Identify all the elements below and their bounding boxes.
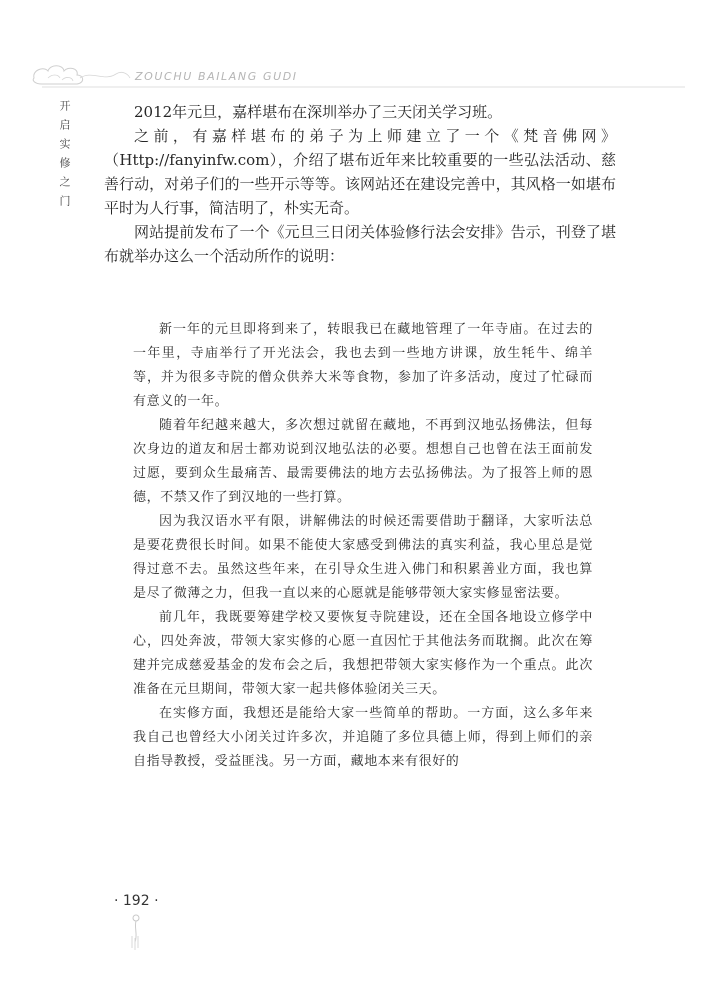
quote-paragraph: 前几年，我既要筹建学校又要恢复寺院建设，还在全国各地设立修学中心，四处奔波，带领大家实修的心愿一直因忙于其他法务而耽搁。此次在筹建并完成慈爱基金的发布会之后，我想把带领大家实修作为一个重点。此次准备在元旦期间，带领大家一起共修体验闭关三天。	[133, 610, 593, 697]
quoted-statement	[133, 318, 593, 774]
cloud-ornament-icon	[30, 56, 690, 92]
paragraph: 2012年元旦，嘉样堪布在深圳举办了三天闭关学习班。	[134, 103, 503, 121]
quote-paragraph: 在实修方面，我想还是能给大家一些简单的帮助。一方面，这么多年来我自己也曾经大小闭关过许多次，并追随了多位具德上师，得到上师们的亲自指导教授，受益匪浅。另一方面，藏地本来有很好的	[133, 706, 593, 769]
quote-paragraph: 新一年的元旦即将到来了，转眼我已在藏地管理了一年寺庙。在过去的一年里，寺庙举行了开光法会，我也去到一些地方讲课，放生牦牛、绵羊等，并为很多寺院的僧众供养大米等食物，参加了许多活动，度过了忙碌而有意义的一年。	[133, 322, 593, 409]
running-title: ZOUCHU BAILANG GUDI	[135, 70, 298, 83]
main-text	[104, 100, 616, 268]
quote-paragraph: 因为我汉语水平有限，讲解佛法的时候还需要借助于翻译，大家听法总是要花费很长时间。如果不能使大家感受到佛法的真实利益，我心里总是觉得过意不去。虽然这些年来，在引导众生进入佛门和积累善业方面，我也算是尽了微薄之力，但我一直以来的心愿就是能够带领大家实修显密法要。	[133, 514, 593, 601]
quote-paragraph: 随着年纪越来越大，多次想过就留在藏地，不再到汉地弘扬佛法，但每次身边的道友和居士都劝说到汉地弘法的必要。想想自己也曾在法王面前发过愿，要到众生最痛苦、最需要佛法的地方去弘扬佛法。为了报答上师的恩德，不禁又作了到汉地的一些打算。	[133, 418, 593, 505]
paragraph: 之前，有嘉样堪布的弟子为上师建立了一个《梵音佛网》（Http://fanyinfw.com），介绍了堪布近年来比较重要的一些弘法活动、慈善行动，对弟子们的一些开示等等。该网站还在建设完善中，其风格一如堪布平时为人行事，简洁明了，朴实无奇。	[104, 127, 616, 217]
chapter-title: 开启实修之门	[58, 100, 71, 214]
running-header	[30, 56, 690, 92]
tassel-ornament-icon	[120, 912, 160, 952]
page-number: · 192 ·	[114, 893, 159, 909]
paragraph: 网站提前发布了一个《元旦三日闭关体验修行法会安排》告示，刊登了堪布就举办这么一个活动所作的说明：	[104, 223, 616, 265]
